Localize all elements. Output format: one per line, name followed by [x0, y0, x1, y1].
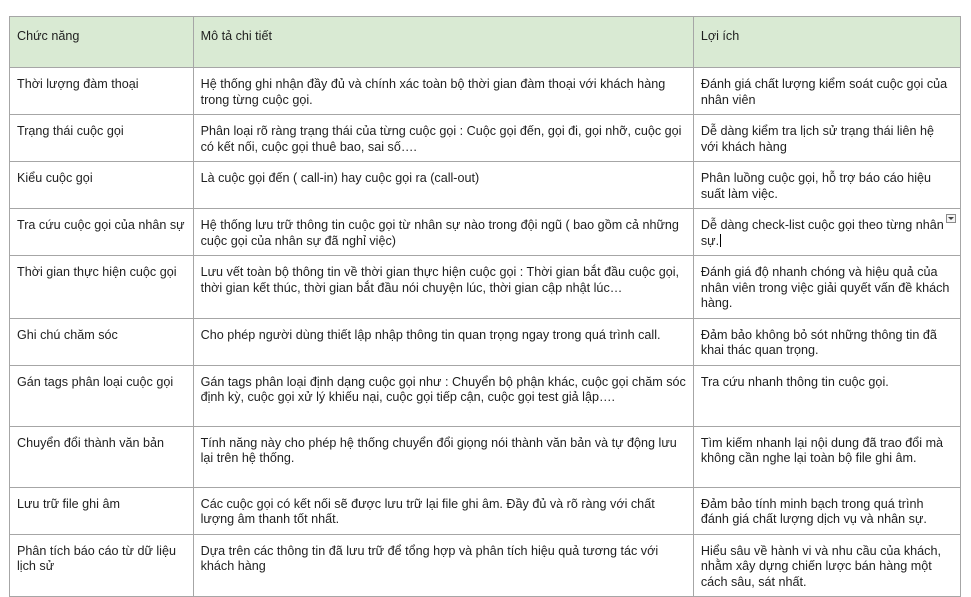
- description-cell[interactable]: Dựa trên các thông tin đã lưu trữ để tổng hợp và phân tích hiệu quả tương tác với khách hàng: [193, 534, 693, 597]
- benefit-cell[interactable]: Đánh giá chất lượng kiểm soát cuộc gọi của nhân viên: [693, 68, 960, 115]
- description-cell[interactable]: Cho phép người dùng thiết lập nhập thông tin quan trọng ngay trong quá trình call.: [193, 318, 693, 365]
- table-row: [10, 365, 961, 426]
- benefit-cell[interactable]: Tìm kiếm nhanh lại nội dung đã trao đổi mà không cần nghe lại toàn bộ file ghi âm.: [693, 426, 960, 487]
- benefit-cell[interactable]: Hiểu sâu về hành vi và nhu cầu của khách, nhằm xây dựng chiến lược bán hàng một cách sâu, sát nhất.: [693, 534, 960, 597]
- description-cell[interactable]: Là cuộc gọi đến ( call-in) hay cuộc gọi ra (call-out): [193, 162, 693, 209]
- benefit-cell[interactable]: Đảm bảo không bỏ sót những thông tin đã khai thác quan trọng.: [693, 318, 960, 365]
- benefit-cell[interactable]: Phân luồng cuộc gọi, hỗ trợ báo cáo hiệu suất làm việc.: [693, 162, 960, 209]
- table-row: [10, 534, 961, 597]
- header-row: [10, 17, 961, 68]
- table-row: [10, 487, 961, 534]
- cell-dropdown-icon[interactable]: [946, 214, 956, 223]
- table-row: [10, 426, 961, 487]
- feature-cell[interactable]: Phân tích báo cáo từ dữ liệu lịch sử: [10, 534, 194, 597]
- header-feature[interactable]: Chức năng: [10, 17, 194, 68]
- table-row: [10, 256, 961, 319]
- benefit-cell[interactable]: Dễ dàng kiểm tra lịch sử trạng thái liên hệ với khách hàng: [693, 115, 960, 162]
- benefit-text: Dễ dàng check-list cuộc gọi theo từng nhân sự.: [700, 218, 944, 248]
- benefit-cell[interactable]: Đảm bảo tính minh bạch trong quá trình đánh giá chất lượng dịch vụ và nhân sự.: [693, 487, 960, 534]
- benefit-cell[interactable]: Đánh giá độ nhanh chóng và hiệu quả của nhân viên trong việc giải quyết vấn đề khách hàng.: [693, 256, 960, 319]
- feature-cell[interactable]: Trạng thái cuộc gọi: [10, 115, 194, 162]
- description-cell[interactable]: Các cuộc gọi có kết nối sẽ được lưu trữ lại file ghi âm. Đầy đủ và rõ ràng với chất lượng âm thanh tốt nhất.: [193, 487, 693, 534]
- table-row: [10, 68, 961, 115]
- table-row: [10, 209, 961, 256]
- description-cell[interactable]: Hệ thống ghi nhận đầy đủ và chính xác toàn bộ thời gian đàm thoại với khách hàng trong từng cuộc gọi.: [193, 68, 693, 115]
- feature-cell[interactable]: Kiểu cuộc gọi: [10, 162, 194, 209]
- feature-table: [9, 16, 961, 597]
- benefit-cell-active[interactable]: [693, 209, 960, 256]
- table-row: [10, 318, 961, 365]
- description-cell[interactable]: Hệ thống lưu trữ thông tin cuộc gọi từ nhân sự nào trong đội ngũ ( bao gồm cả những cuộc gọi của nhân sự đã nghỉ việc): [193, 209, 693, 256]
- description-cell[interactable]: Phân loại rõ ràng trạng thái của từng cuộc gọi : Cuộc gọi đến, gọi đi, gọi nhỡ, cuộc gọi có kết nối, cuộc gọi thuê bao, sai số….: [193, 115, 693, 162]
- feature-cell[interactable]: Chuyển đổi thành văn bản: [10, 426, 194, 487]
- feature-cell[interactable]: Thời lượng đàm thoại: [10, 68, 194, 115]
- feature-cell[interactable]: Thời gian thực hiện cuộc gọi: [10, 256, 194, 319]
- feature-cell[interactable]: Lưu trữ file ghi âm: [10, 487, 194, 534]
- table-row: [10, 162, 961, 209]
- description-cell[interactable]: Tính năng này cho phép hệ thống chuyển đổi giọng nói thành văn bản và tự động lưu lại trên hệ thống.: [193, 426, 693, 487]
- feature-cell[interactable]: Ghi chú chăm sóc: [10, 318, 194, 365]
- feature-cell[interactable]: Gán tags phân loại cuộc gọi: [10, 365, 194, 426]
- header-description[interactable]: Mô tả chi tiết: [193, 17, 693, 68]
- description-cell[interactable]: Lưu vết toàn bộ thông tin về thời gian thực hiện cuộc gọi : Thời gian bắt đầu cuộc gọi, thời gian kết thúc, thời gian bắt đầu nói chuyện lúc, thời gian cập nhật lúc…: [193, 256, 693, 319]
- table-row: [10, 115, 961, 162]
- header-benefit[interactable]: Lợi ích: [693, 17, 960, 68]
- text-cursor: [720, 234, 721, 247]
- feature-cell[interactable]: Tra cứu cuộc gọi của nhân sự: [10, 209, 194, 256]
- benefit-cell[interactable]: Tra cứu nhanh thông tin cuộc gọi.: [693, 365, 960, 426]
- description-cell[interactable]: Gán tags phân loại định dạng cuộc gọi như : Chuyển bộ phận khác, cuộc gọi chăm sóc định kỳ, cuộc gọi xử lý khiếu nại, cuộc gọi tiếp cận, cuộc gọi test giả lập….: [193, 365, 693, 426]
